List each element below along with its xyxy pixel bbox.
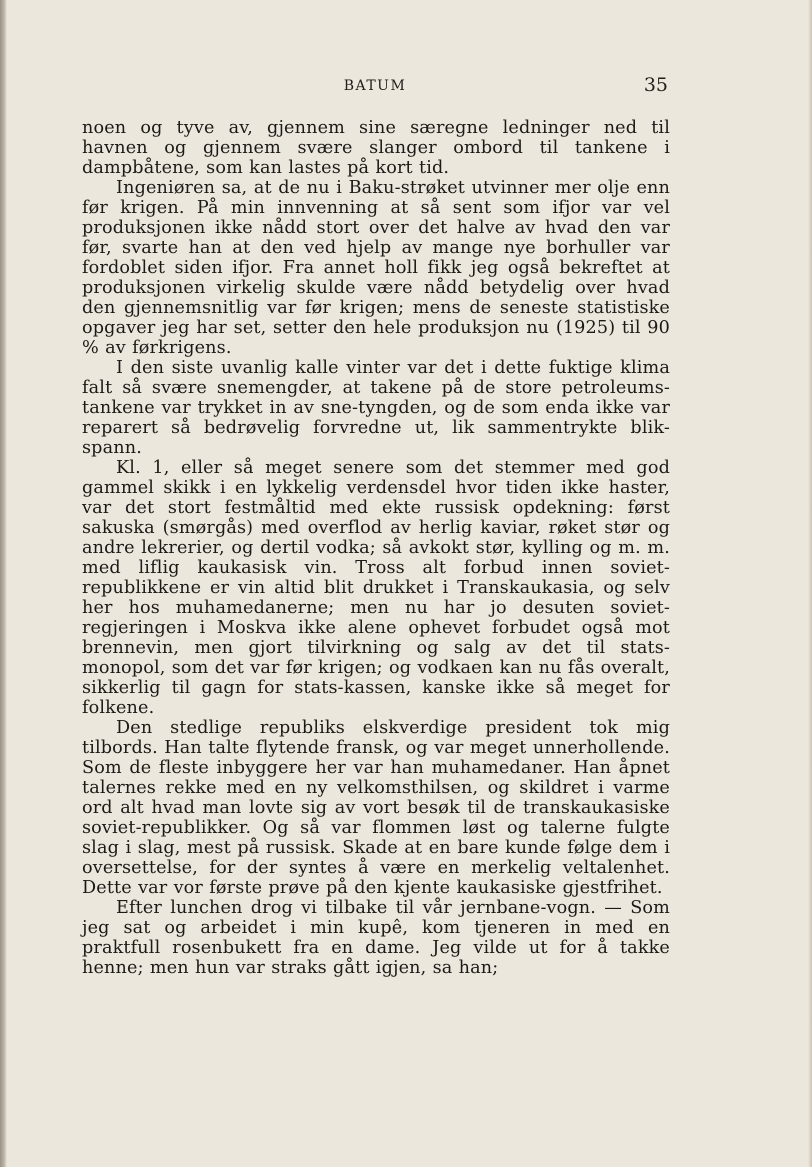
body-text <box>82 118 670 978</box>
paragraph: Efter lunchen drog vi tilbake til vår jernbane-vogn. — Som jeg sat og arbeidet i min kupê, kom tjeneren in med en praktfull rosenbukett fra en dame. Jeg vilde ut for å takke henne; men hun var straks gått igjen, sa han; <box>82 898 670 978</box>
paragraph: I den siste uvanlig kalle vinter var det i dette fuktige klima falt så svære snemengder, at takene på de store petroleums-tankene var trykket in av sne-tyngden, og de som enda ikke var reparert så bedrøvelig forvredne ut, lik sammentrykte blik-spann. <box>82 358 670 458</box>
paragraph: Den stedlige republiks elskverdige president tok mig tilbords. Han talte flytende fransk, og var meget unnerhollende. Som de fleste inbyggere her var han muhamedaner. Han åpnet talernes rekke med en ny velkomsthilsen, og skildret i varme ord alt hvad man lovte sig av vort besøk til de transkaukasiske soviet-republikker. Og så var flommen løst og talerne fulgte slag i slag, mest på russisk. Skade at en bare kunde følge dem i oversettelse, for der syntes å være en merkelig veltalenhet. Dette var vor første prøve på den kjente kaukasiske gjestfrihet. <box>82 718 670 898</box>
running-title: BATUM <box>343 78 407 94</box>
paragraph: Ingeniøren sa, at de nu i Baku-strøket utvinner mer olje enn før krigen. På min innvenning at så sent som ifjor var vel produksjonen ikke nådd stort over det halve av hvad den var før, svarte han at den ved hjelp av mange nye borhuller var fordoblet siden ifjor. Fra annet holl fikk jeg også bekreftet at produksjonen virkelig skulde være nådd betydelig over hvad den gjennemsnitlig var før krigen; mens de seneste statistiske opgaver jeg har set, setter den hele produksjon nu (1925) til 90 % av førkrigens. <box>82 178 670 358</box>
paragraph: noen og tyve av, gjennem sine særegne ledninger ned til havnen og gjennem svære slanger ombord til tankene i dampbåtene, som kan lastes på kort tid. <box>82 118 670 178</box>
running-head <box>82 74 668 102</box>
binding-edge <box>0 0 7 1167</box>
page-edge <box>808 0 812 1167</box>
paragraph: Kl. 1, eller så meget senere som det stemmer med god gammel skikk i en lykkelig verdensdel hvor tiden ikke haster, var det stort festmåltid med ekte russisk opdekning: først sakuska (smørgås) med overflod av herlig kaviar, røket stør og andre lekrerier, og dertil vodka; så avkokt stør, kylling og m. m. med liflig kaukasisk vin. Tross alt forbud innen soviet-republikkene er vin altid blit drukket i Transkaukasia, og selv her hos muhamedanerne; men nu har jo desuten soviet-regjeringen i Moskva ikke alene ophevet forbudet også mot brennevin, men gjort tilvirkning og salg av det til stats-monopol, som det var før krigen; og vodkaen kan nu fås overalt, sikkerlig til gagn for stats-kassen, kanske ikke så meget for folkene. <box>82 458 670 718</box>
page-number: 35 <box>643 74 668 96</box>
